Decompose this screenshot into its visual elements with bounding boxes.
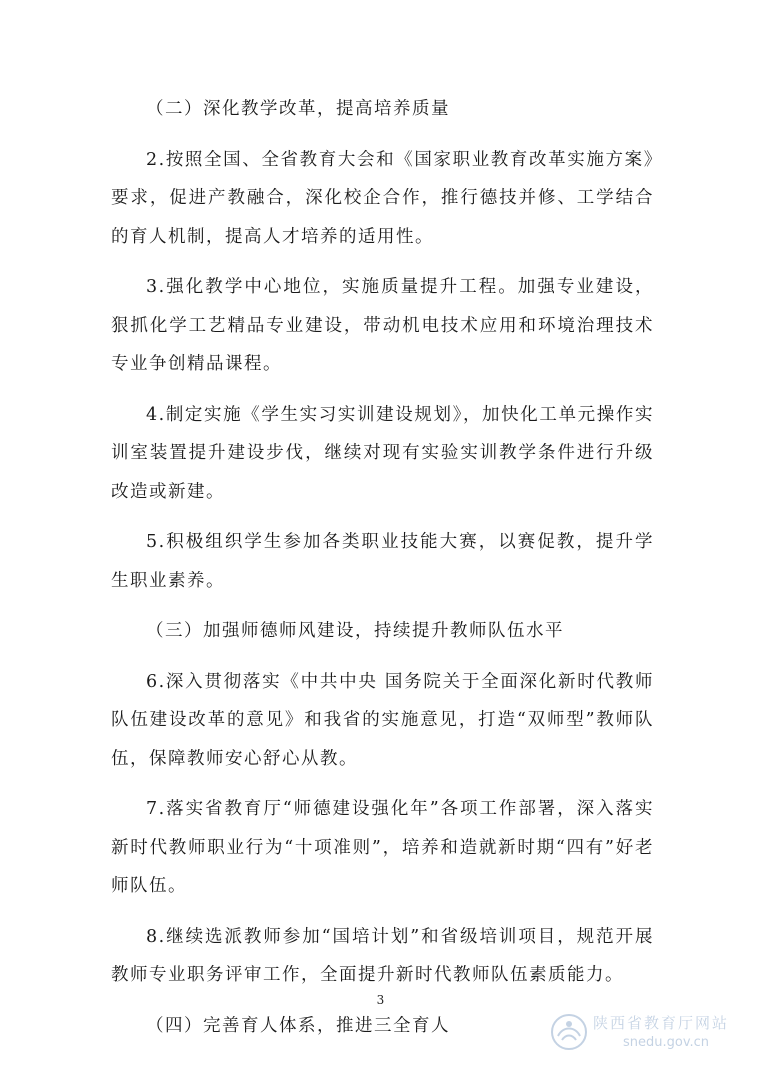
section-heading-4: （四）完善育人体系，推进三全育人 [146,1015,450,1036]
section-heading-2: （二）深化教学改革，提高培养质量 [146,99,450,119]
section-heading-3: （三）加强师德师风建设，持续提升教师队伍水平 [146,621,564,641]
document-body [111,90,654,1045]
paragraph-item-8: 8.继续选派教师参加“国培计划”和省级培训项目，规范开展教师专业职务评审工作，全面提升新时代教师队伍素质能力。 [111,926,654,985]
paragraph-item-2: 2.按照全国、全省教育大会和《国家职业教育改革实施方案》要求，促进产教融合，深化校企合作，推行德技并修、工学结合的育人机制，提高人才培养的适用性。 [111,149,654,247]
paragraph-item-3: 3.强化教学中心地位，实施质量提升工程。加强专业建设，狠抓化学工艺精品专业建设，带动机电技术应用和环境治理技术专业争创精品课程。 [111,277,654,374]
page-number: 3 [376,993,385,1007]
paragraph-item-4: 4.制定实施《学生实习实训建设规划》，加快化工单元操作实训室装置提升建设步伐，继续对现有实验实训教学条件进行升级改造或新建。 [111,404,654,502]
watermark-logo-icon [549,1012,589,1052]
paragraph-item-5: 5.积极组织学生参加各类职业技能大赛，以赛促教，提升学生职业素养。 [111,532,654,591]
watermark-title: 陕西省教育厅网站 [593,1014,730,1032]
paragraph-item-6: 6.深入贯彻落实《中共中央 国务院关于全面深化新时代教师队伍建设改革的意见》和我省的实施意见，打造“双师型”教师队伍，保障教师安心舒心从教。 [111,671,654,769]
site-watermark [549,1008,749,1058]
watermark-url: snedu.gov.cn [623,1035,710,1050]
paragraph-item-7: 7.落实省教育厅“师德建设强化年”各项工作部署，深入落实新时代教师职业行为“十项准则”，培养和造就新时期“四有”好老师队伍。 [111,799,654,896]
